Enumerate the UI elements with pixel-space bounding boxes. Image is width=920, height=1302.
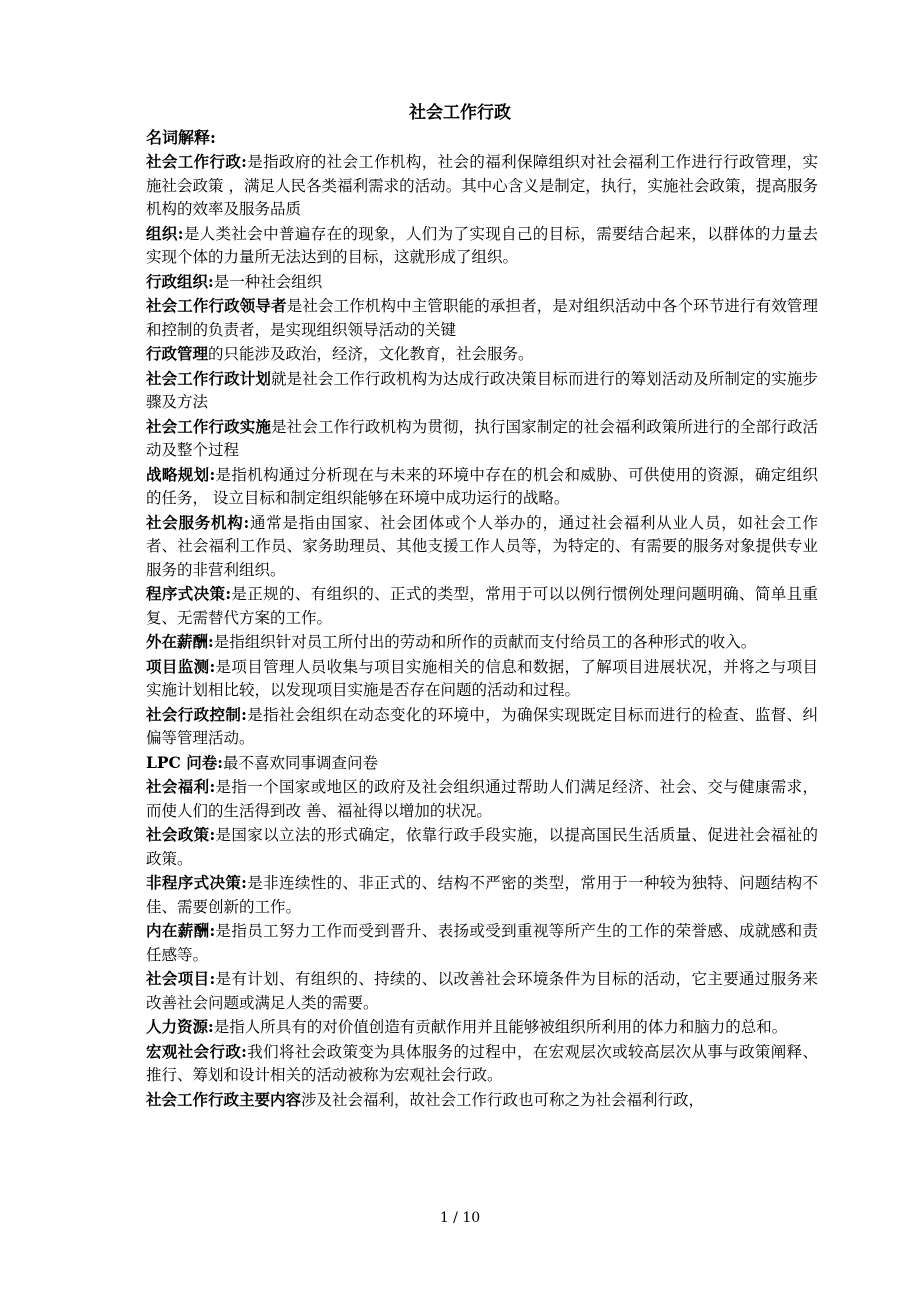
definition-term: 社会政策: xyxy=(146,825,216,844)
definition-text: 是指政府的社会工作机构，社会的福利保障组织对社会福利工作进行行政管理，实施社会政策 ，满足人民各类福利需求的活动。其中心含义是制定，执行，实施社会政策，提高服务机构的效率及服务品质 xyxy=(146,153,818,218)
definition-term: LPC 问卷: xyxy=(146,752,224,772)
definition-entry xyxy=(146,150,818,222)
definition-entry xyxy=(146,511,818,583)
definition-term: 组织: xyxy=(146,223,184,243)
definition-term: 社会服务机构: xyxy=(146,512,250,532)
definition-entry xyxy=(146,463,818,511)
definition-text: 是国家以立法的形式确定，依靠行政手段实施，以提高国民生活质量、促进社会福祉的政策。 xyxy=(146,826,818,868)
definition-term: 社会工作行政: xyxy=(146,152,247,171)
definition-entry xyxy=(146,751,818,776)
definition-entry xyxy=(146,967,818,1015)
definition-text: 我们将社会政策变为具体服务的过程中，在宏观层次或较高层次从事与政策阐释、推行、筹划和设计相关的活动被称为宏观社会行政。 xyxy=(146,1042,818,1084)
definition-entry xyxy=(146,703,818,751)
definition-entry xyxy=(146,871,818,919)
definition-text: 最不喜欢同事调查问卷 xyxy=(223,753,379,772)
definition-entry xyxy=(146,367,818,415)
definition-text: 就是社会工作行政机构为达成行政决策目标而进行的筹划活动及所制定的实施步骤及方法 xyxy=(146,369,818,411)
definition-text: 是一种社会组织 xyxy=(213,272,323,291)
page-number: 1 / 10 xyxy=(439,1210,481,1226)
definition-term: 社会行政控制: xyxy=(146,704,247,724)
definition-text: 是正规的、有组织的、正式的类型，常用于可以以例行惯例处理问题明确、简单且重复、无需替代方案的工作。 xyxy=(146,585,818,627)
definition-entry xyxy=(146,1040,818,1088)
definition-entry xyxy=(146,582,818,630)
definition-term: 宏观社会行政: xyxy=(146,1041,247,1061)
definition-entry xyxy=(146,415,818,463)
definition-term: 项目监测: xyxy=(146,656,216,676)
definition-text: 是有计划、有组织的、持续的、以改善社会环境条件为目标的活动，它主要通过服务来改善社会问题或满足人类的需要。 xyxy=(146,970,818,1012)
definition-text: 是人类社会中普遍存在的现象，人们为了实现自己的目标，需要结合起来，以群体的力量去实现个体的力量所无法达到的目标，这就形成了组织。 xyxy=(146,224,818,266)
definition-text: 是指机构通过分析现在与未来的环境中存在的机会和威胁、可供使用的资源，确定组织的任务， 设立目标和制定组织能够在环境中成功运行的战略。 xyxy=(146,465,818,507)
definition-entry xyxy=(146,270,818,295)
definition-text: 是指员工努力工作而受到晋升、表扬或受到重视等所产生的工作的荣誉感、成就感和责任感等。 xyxy=(146,922,818,964)
definition-entry xyxy=(146,342,818,367)
definition-entry xyxy=(146,630,818,655)
definition-term: 战略规划: xyxy=(146,464,216,484)
definition-term: 社会工作行政计划 xyxy=(146,368,272,388)
definition-text: 是社会工作行政机构为贯彻，执行国家制定的社会福利政策所进行的全部行政活动及整个过程 xyxy=(146,417,818,459)
definition-term: 社会工作行政主要内容 xyxy=(146,1089,302,1109)
document-title: 社会工作行政 xyxy=(409,103,511,123)
definition-text: 是指社会组织在动态变化的环境中，为确保实现既定目标而进行的检查、监督、纠偏等管理活动。 xyxy=(146,705,818,747)
definition-term: 内在薪酬: xyxy=(146,921,216,940)
definition-term: 外在薪酬: xyxy=(146,632,214,651)
definition-text: 是指组织针对员工所付出的劳动和所作的贡献而支付给员工的各种形式的收入。 xyxy=(213,633,757,651)
definition-text: 涉及社会福利，故社会工作行政也可称之为社会福利行政， xyxy=(301,1090,705,1109)
definition-text: 是指人所具有的对价值创造有贡献作用并且能够被组织所利用的体力和脑力的总和。 xyxy=(213,1018,788,1036)
definition-text: 通常是指由国家、社会团体或个人举办的，通过社会福利从业人员，如社会工作者、社会福利工作员、家务助理员、其他支援工作人员等，为特定的、有需要的服务对象提供专业服务的非营利组织。 xyxy=(146,513,818,579)
definition-entry xyxy=(146,294,818,342)
definition-entry xyxy=(146,919,818,967)
definition-term: 程序式决策: xyxy=(146,584,232,603)
definition-text: 是非连续性的、非正式的、结构不严密的类型，常用于一种较为独特、问题结构不佳、需要创新的工作。 xyxy=(146,874,818,916)
definition-term: 非程序式决策: xyxy=(146,873,247,892)
definition-text: 是社会工作机构中主管职能的承担者，是对组织活动中各个环节进行有效管理和控制的负责者，是实现组织领导活动的关键 xyxy=(146,297,818,339)
definition-entry xyxy=(146,823,818,871)
definition-text: 的只能涉及政治，经济，文化教育，社会服务。 xyxy=(208,345,534,363)
definition-term: 行政管理 xyxy=(146,344,209,363)
definition-entry xyxy=(146,1088,818,1113)
definition-term: 社会福利: xyxy=(146,777,216,796)
definition-entry xyxy=(146,655,818,703)
definition-text: 是项目管理人员收集与项目实施相关的信息和数据，了解项目进展状况，并将之与项目实施计划相比较，以发现项目实施是否存在问题的活动和过程。 xyxy=(146,657,818,699)
definition-term: 人力资源: xyxy=(146,1017,214,1036)
definition-term: 社会工作行政实施 xyxy=(146,416,272,436)
definition-entry xyxy=(146,775,818,823)
definition-term: 社会工作行政领导者 xyxy=(146,296,287,315)
definition-entry xyxy=(146,1015,818,1040)
definition-text: 是指一个国家或地区的政府及社会组织通过帮助人们满足经济、社会、交与健康需求，而使人们的生活得到改 善、福祉得以增加的状况。 xyxy=(146,778,818,820)
section-heading: 名词解释: xyxy=(146,128,216,147)
definition-entry xyxy=(146,222,818,270)
definition-term: 行政组织: xyxy=(146,271,214,291)
definition-list xyxy=(146,150,818,1112)
definition-term: 社会项目: xyxy=(146,969,216,988)
